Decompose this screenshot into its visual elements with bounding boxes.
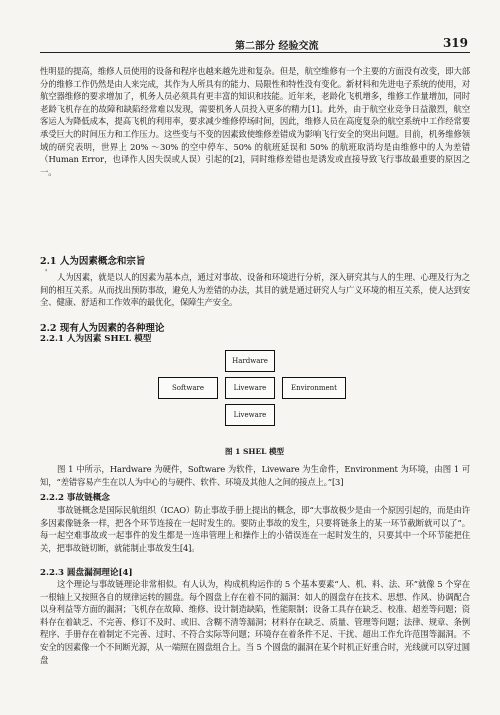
section-2-2-3-paragraph: 这个理论与事故链理论非常相似。有人认为，构成机构运作的 5 个基本要素“人、机、料、法、环”就像 5 个穿在一根轴上又按照各自的规律运转的圆盘。每个圆盘上存在着不同的漏洞：如人的圆盘存在技术、思想、作风、协调配合以身利益等方面的漏洞；飞机存在故障、维修、设计制造缺陷，性能限制；设备工具存在缺乏、校准、超差等问题；资料存在着缺乏、不完善、修订不及时、或旧、含糊不清等漏洞；材料存在缺乏、质量、管理等问题；法律、规章、条例程序、手册存在着制定不完善、过时、不符合实际等问题；环境存在着条件不足、干扰、超出工作允许范围等漏洞。不安全的因素像一个不间断光源，从一端照在圆盘组合上。当 5 个圆盘的漏洞在某个时机正好重合时，光线就可以穿过圆盘 (40, 579, 470, 665)
intro-paragraph: 性明显的提高，维修人员使用的设备和程序也越来越先进和复杂。但是，航空维修有一个主要的方面没有改变，即大部分的维修工作仍然是由人来完成，其作为人所具有的能力、局限性和特性没有变化。新材料和先进电子系统的使用，对航空器维修的要求增加了，机务人员必须具有更丰富的知识和技能。近年来，老龄化飞机增多，维修工作量增加，同时老龄飞机存在的故障和缺陷经常难以发现，需要机务人员投入更多的精力[1]。此外，由于航空业竞争日益激烈，航空客运人为降低成本，提高飞机的利用率，要求减少维修停场时间，因此，维修人员在高度复杂的航空系统中工作经常要承受巨大的时间压力和工作压力。这些变与不变的因素致使维修差错成为影响飞行安全的突出问题。目前，机务维修领域的研究表明，世界上 20% ～30% 的空中停车、50% 的航班延误和 50% 的航班取消均是由维修中的人为差错（Human Error，也译作人因失误或人误）引起的[2]，同时维修差错也是诱发或直接导致飞行事故最重要的原因之一。 (40, 66, 470, 177)
environment-box: Environment (282, 377, 346, 399)
section-2-2-1-paragraph: 图 1 中所示，Hardware 为硬件，Software 为软件，Liveware 为生命件，Environment 为环境，由图 1 可知，“差错容易产生在以人为中心的与硬件、软件、环境及其他人之间的接点上。”[3] (40, 464, 470, 487)
section-2-2-2-body (40, 504, 470, 554)
header-section-title: 第二部分 经验交流 (235, 41, 319, 52)
section-2-2-1-heading: 2.2.1 人为因素 SHEL 模型 (40, 334, 152, 344)
intro-paragraph-block (40, 65, 470, 178)
section-2-2-1-body (40, 463, 470, 488)
section-2-1-body (40, 271, 470, 309)
page-number: 319 (442, 36, 468, 50)
shel-model-diagram (150, 342, 350, 437)
figure-caption: 图 1 SHEL 模型 (225, 447, 285, 456)
section-2-2-3-heading: 2.2.3 圆盘漏洞理论[4] (40, 568, 133, 578)
liveware-center-box: Liveware (225, 377, 275, 399)
liveware-bottom-box: Liveware (225, 404, 275, 426)
section-2-2-heading: 2.2 现有人为因素的各种理论 (40, 323, 165, 334)
stray-mark: ' (45, 268, 48, 277)
running-header (40, 36, 470, 53)
section-2-2-3-body (40, 578, 470, 666)
section-2-2-2-paragraph: 事故链概念是国际民航组织（ICAO）防止事故手册上提出的概念，即“大事故极少是由一个原因引起的，而是由许多因素像链条一样，把各个环节连接在一起时发生的。要防止事故的发生，只要将链条上的某一环节截断就可以了”。每一起空难事故或一起事件的发生都是一连串管理上和操作上的小错误连在一起时发生的，只要其中一个环节能把住关，把事故链切断，就能制止事故发生[4]。 (40, 505, 470, 553)
hardware-box: Hardware (225, 350, 275, 372)
software-box: Software (158, 377, 218, 399)
section-2-1-paragraph: 人为因素，就是以人的因素为基本点，通过对事故、设备和环境进行分析，深入研究其与人的生理、心理及行为之间的相互关系。从而找出预防事故，避免人为差错的办法，其目的就是通过研究人与广义环境的相互关系，使人达到安全、健康、舒适和工作效率的最优化，保障生产安全。 (40, 272, 470, 308)
section-2-2-2-heading: 2.2.2 事故链概念 (40, 493, 110, 503)
section-2-1-heading: 2.1 人为因素概念和宗旨 (40, 256, 146, 267)
